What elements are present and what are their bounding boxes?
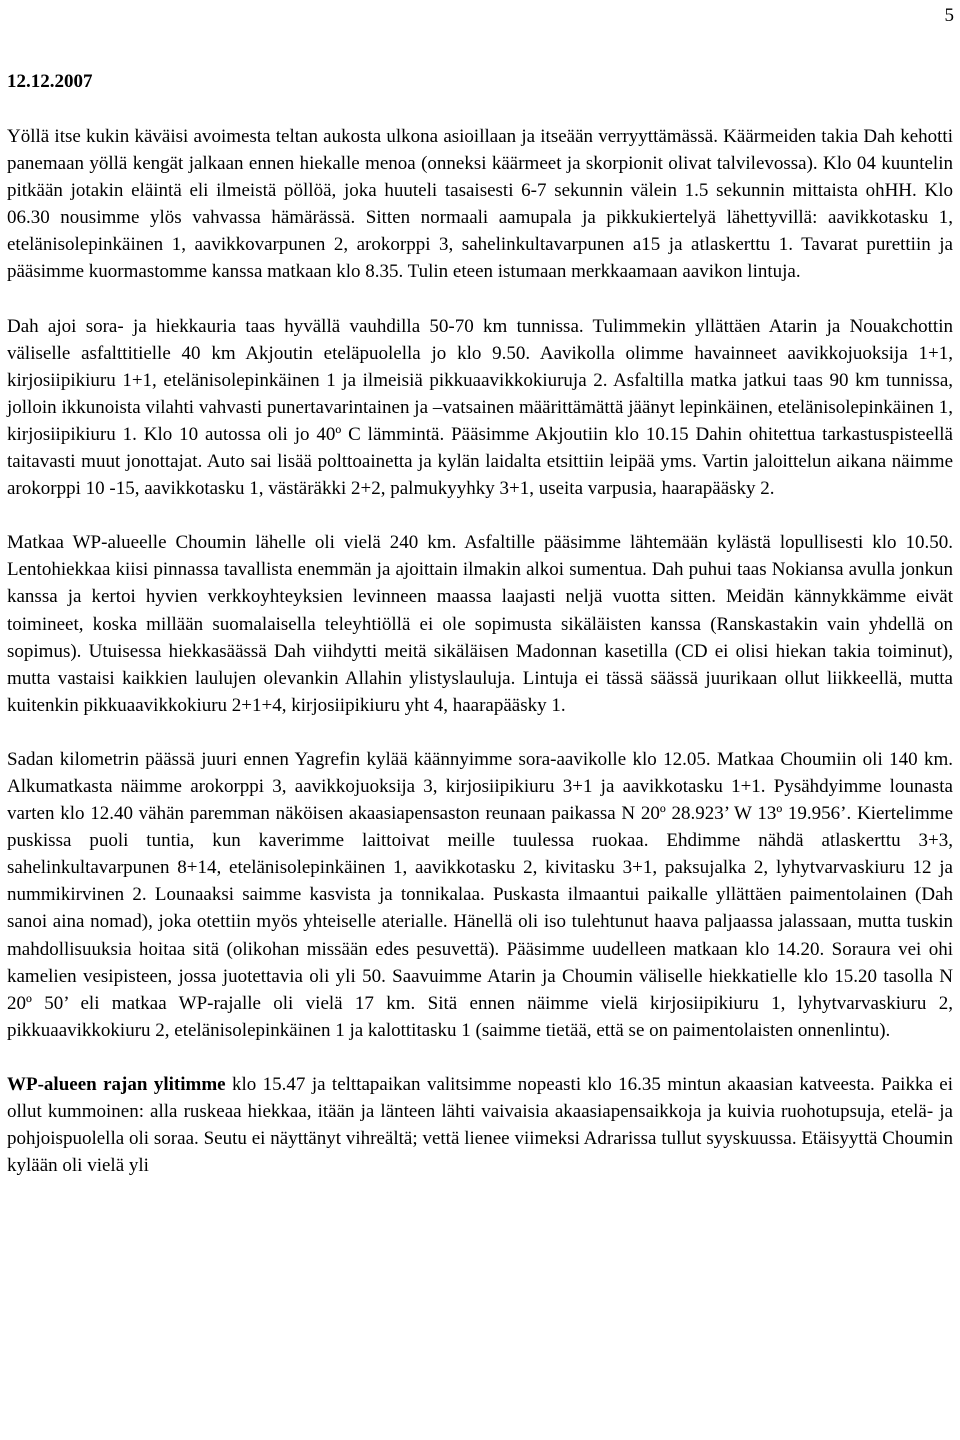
body-text <box>7 123 953 1179</box>
paragraph-lead: WP-alueen rajan ylitimme <box>7 1073 226 1095</box>
paragraph: Yöllä itse kukin käväisi avoimesta teltan aukosta ulkona asioillaan ja itseään verryyttämässä. Käärmeiden takia Dah kehotti panemaan yöllä kengät jalkaan ennen hiekalle menoa (onneksi käärmeet ja skorpionit olivat talvilevossa). Klo 04 kuuntelin pitkään jotakin eläintä eli ilmeistä pöllöä, joka huuteli tasaisesti 6-7 sekunnin välein 1.5 sekunnin mittaista ohHH. Klo 06.30 nousimme ylös vahvassa hämärässä. Sitten normaali aamupala ja pikkukiertelyä lähettyvillä: aavikkotasku 1, etelänisolepinkäinen 1, aavikkovarpunen 2, arokorppi 3, sahelinkultavarpunen a15 ja atlaskerttu 1. Tavarat purettiin ja pääsimme kuormastomme kanssa matkaan klo 8.35. Tulin eteen istumaan merkkaamaan aavikon lintuja. <box>7 126 953 283</box>
paragraph: Sadan kilometrin päässä juuri ennen Yagrefin kylää käännyimme sora-aavikolle klo 12.05. Matkaa Choumiin oli 140 km. Alkumatkasta näimme arokorppi 3, aavikkojuoksija 3, kirjosiipikiuru 3+1 ja aavikkotasku 1+1. Pysähdyimme lounasta varten klo 12.40 vähän paremman näköisen akaasiapensaston reunaan paikassa N 20º 28.923’ W 13º 19.956’. Kiertelimme puskissa puoli tuntia, kun kaverimme laittoivat meille tuulessa ruokaa. Ehdimme nähdä atlaskerttu 3+3, sahelinkultavarpunen 8+14, etelänisolepinkäinen 1, aavikkotasku 2, kivitasku 3+1, paksujalka 2, lyhytvarvaskiuru 12 ja nummikirvinen 2. Lounaaksi saimme kasvista ja tonnikalaa. Puskasta ilmaantui paikalle yllättäen paimentolainen (Dah sanoi aina nomad), joka otettiin myös yhteiselle aterialle. Hänellä oli iso tulehtunut haava paljaassa jalassaan, mutta tuskin mahdollisuuksia hoitaa sitä (olikohan missään edes pesuvettä). Pääsimme uudelleen matkaan klo 14.20. Soraura vei ohi kamelien vesipisteen, jossa juotettavia oli yli 50. Saavuimme Atarin ja Choumin väliselle hiekkatielle klo 15.20 tasolla N 20º 50’ eli matkaa WP-rajalle oli vielä 17 km. Sitä ennen näimme vielä kirjosiipikiuru 1, lyhytvarvaskiuru 2, pikkuaavikkokiuru 2, etelänisolepinkäinen 1 ja kalottitasku 1 (saimme tietää, että se on paimentolaisten onnenlintu). <box>7 748 953 1041</box>
page-number: 5 <box>944 5 954 26</box>
paragraph-text: klo 15.47 ja telttapaikan valitsimme nopeasti klo 16.35 mintun akaasian katveesta. Paikka ei ollut kummoinen: alla ruskeaa hiekkaa, itään ja länteen lähti vaivaisia akaasiapensaikkoja ja kuivia ruohotupsuja, etelä- ja pohjoispuolella oli soraa. Seutu ei näyttänyt vihreältä; vettä lienee viimeksi Adrarissa tullut syyskuussa. Etäisyyttä Choumin kylään oli vielä yli <box>7 1073 953 1177</box>
paragraph: Dah ajoi sora- ja hiekkauria taas hyvällä vauhdilla 50-70 km tunnissa. Tulimmekin yllättäen Atarin ja Nouakchottin väliselle asfalttitielle 40 km Akjoutin eteläpuolella jo klo 9.50. Aavikolla olimme havainneet aavikkojuoksija 1+1, kirjosiipikiuru 1+1, etelänisolepinkäinen 1 ja ilmeisiä pikkuaavikkokiuruja 2. Asfaltilla matka jatkui taas 90 km tunnissa, jolloin ikkunoista vilahti vahvasti punertavarintainen ja –vatsainen määrittämättä jäänyt lepinkäinen, etelänisolepinkäinen 1, kirjosiipikiuru 1. Klo 10 autossa oli jo 40º C lämmintä. Pääsimme Akjoutiin klo 10.15 Dahin ohitettua tarkastuspisteellä taitavasti muut jonottajat. Auto sai lisää polttoainetta ja kylän laidalta etsittiin leipää yms. Vartin jaloittelun aikana näimme arokorppi 10 -15, aavikkotasku 1, västäräkki 2+2, palmukyyhky 3+1, useita varpusia, haarapääsky 2. <box>7 315 953 500</box>
paragraph <box>7 1071 953 1179</box>
entry-date: 12.12.2007 <box>7 71 93 92</box>
paragraph: Matkaa WP-alueelle Choumin lähelle oli vielä 240 km. Asfaltille pääsimme lähtemään kylästä lopullisesti klo 10.50. Lentohiekkaa kiisi pinnassa tavallista enemmän ja ajoittain ilmakin alkoi sumentua. Dah puhui taas Nokiansa avulla jonkun kanssa ja kertoi hyvien verkkoyhteyksien levinneen maassa laajasti neljä vuotta sitten. Meidän kännykkämme eivät toimineet, koska millään suomalaisella teleyhtiöllä ei ole sopimusta sikäläisten kanssa (Ranskastakin vain yhdellä on sopimus). Utuisessa hiekkasäässä Dah viihdytti meitä sikäläisen Madonnan kasetilla (CD ei olisi hiekan takia toiminut), mutta vastaisi kaikkien laulujen olevankin Allahin ylistyslauluja. Lintuja ei tässä säässä juurikaan ollut liikkeellä, mutta kuitenkin pikkuaavikkokiuru 2+1+4, kirjosiipikiuru yht 4, haarapääsky 1. <box>7 532 953 716</box>
